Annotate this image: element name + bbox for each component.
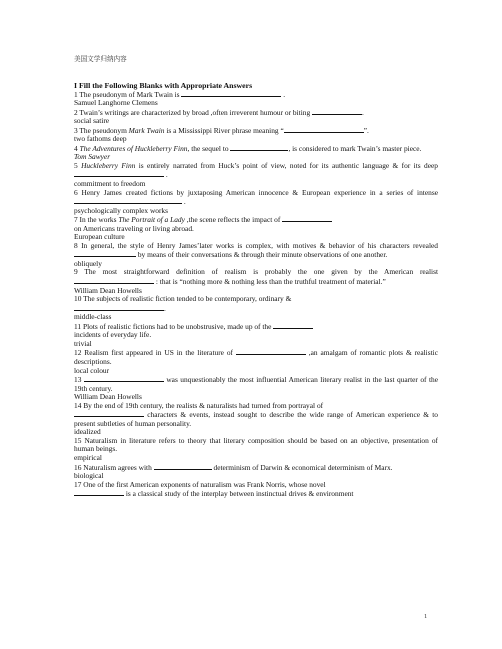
answer-blank (312, 108, 362, 115)
answer-blank (74, 197, 182, 204)
question-8: 8 In general, the style of Henry James’later works is complex, with motives & behavior of his characters revealed by means of their conversations & through their minute observations of one another. (74, 240, 438, 260)
answer-15: empirical (74, 452, 102, 462)
answer-5: commitment to freedom (74, 179, 146, 189)
page-number: 1 (424, 613, 428, 620)
question-15: 15 Naturalism in literature refers to theory that literary composition should be based on an objective, presentation of human beings. (74, 435, 438, 454)
question-16: 16 Naturalism agrees with determinism of Darwin & economical determinism of Marx. (74, 462, 393, 472)
answer-6: psychologically complex works (74, 205, 169, 215)
question-10: 10 The subjects of realistic fiction tended to be contemporary, ordinary & . (74, 294, 292, 313)
answer-3: two fathoms deep (74, 134, 127, 144)
question-9: 9 The most straightforward definition of realism is probably the one given by the American realist : that is “nothing more & nothing less than the truthful treatment of material.” (74, 267, 438, 287)
question-2: 2 Twain’s writings are characterized by broad ,often irreverent humour or biting . (74, 107, 364, 117)
question-7: 7 In the works The Portrait of a Lady ,the scene reflects the impact of on Americans traveling or living abroad. (74, 215, 438, 233)
question-17: 17 One of the first American exponents of naturalism was Frank Norris, whose novel is a classical study of the interplay between instinctual drives & environment (74, 479, 354, 499)
section-title: I Fill the Following Blanks with Appropriate Answers (74, 80, 253, 90)
answer-10: middle-class (74, 312, 112, 322)
answer-blank (74, 304, 164, 311)
question-1: 1 The pseudonym of Mark Twain is . (74, 89, 286, 99)
question-5: 5 Huckleberry Finn is entirely narrated from Huck’s point of view, noted for its authentic language & for its deep . (74, 160, 438, 180)
question-4: 4 The Adventures of Huckleberry Finn, the sequel to , is considered to mark Twain’s master piece. (74, 143, 422, 153)
question-6: 6 Henry James created fictions by juxtaposing American innocence & European experience in a series of intense . (74, 187, 438, 207)
question-13: 13 was unquestionably the most influential American literary realist in the last quarter of the 19th century. (74, 375, 438, 393)
answer-11: trivial (74, 338, 92, 348)
answer-16: biological (74, 471, 104, 481)
answer-14: idealized (74, 427, 101, 437)
answer-2: social satire (74, 116, 110, 126)
answer-13: William Dean Howells (74, 392, 142, 402)
question-11: 11 Plots of realistic fictions had to be unobstrusive, made up of the incidents of everyday life. (74, 322, 438, 340)
question-12: 12 Realism first appeared in US in the literature of ,an amalgam of romantic plots & realistic descriptions. (74, 348, 438, 366)
answer-9: William Dean Howells (74, 285, 142, 295)
question-14: 14 By the end of 19th century, the realists & naturalists had turned from portrayal of characters & events, instead sought to describe the wide range of American experience & to present subtleties of human personality. (74, 400, 438, 428)
answer-blank (273, 322, 313, 329)
answer-blank (74, 250, 136, 257)
answer-blank (74, 489, 124, 496)
page-header: 美国文学归纳内容 (74, 56, 127, 63)
answer-blank (181, 90, 281, 97)
answer-1: Samuel Langhorne Clemens (74, 98, 158, 108)
answer-blank (284, 126, 364, 133)
answer-8: obliquely (74, 258, 102, 268)
answer-blank (154, 463, 212, 470)
answer-7: European culture (74, 232, 125, 242)
question-3: 3 The pseudonym Mark Twain is a Mississippi River phrase meaning “ ”. (74, 125, 369, 135)
answer-blank (84, 375, 164, 382)
answer-blank (74, 410, 144, 417)
answer-blank (230, 144, 288, 151)
answer-4: Tom Sawyer (74, 152, 111, 162)
answer-12: local colour (74, 365, 110, 375)
answer-blank (236, 348, 306, 355)
document-body (74, 56, 438, 499)
answer-blank (74, 170, 164, 177)
answer-blank (282, 215, 332, 222)
answer-blank (74, 277, 154, 284)
